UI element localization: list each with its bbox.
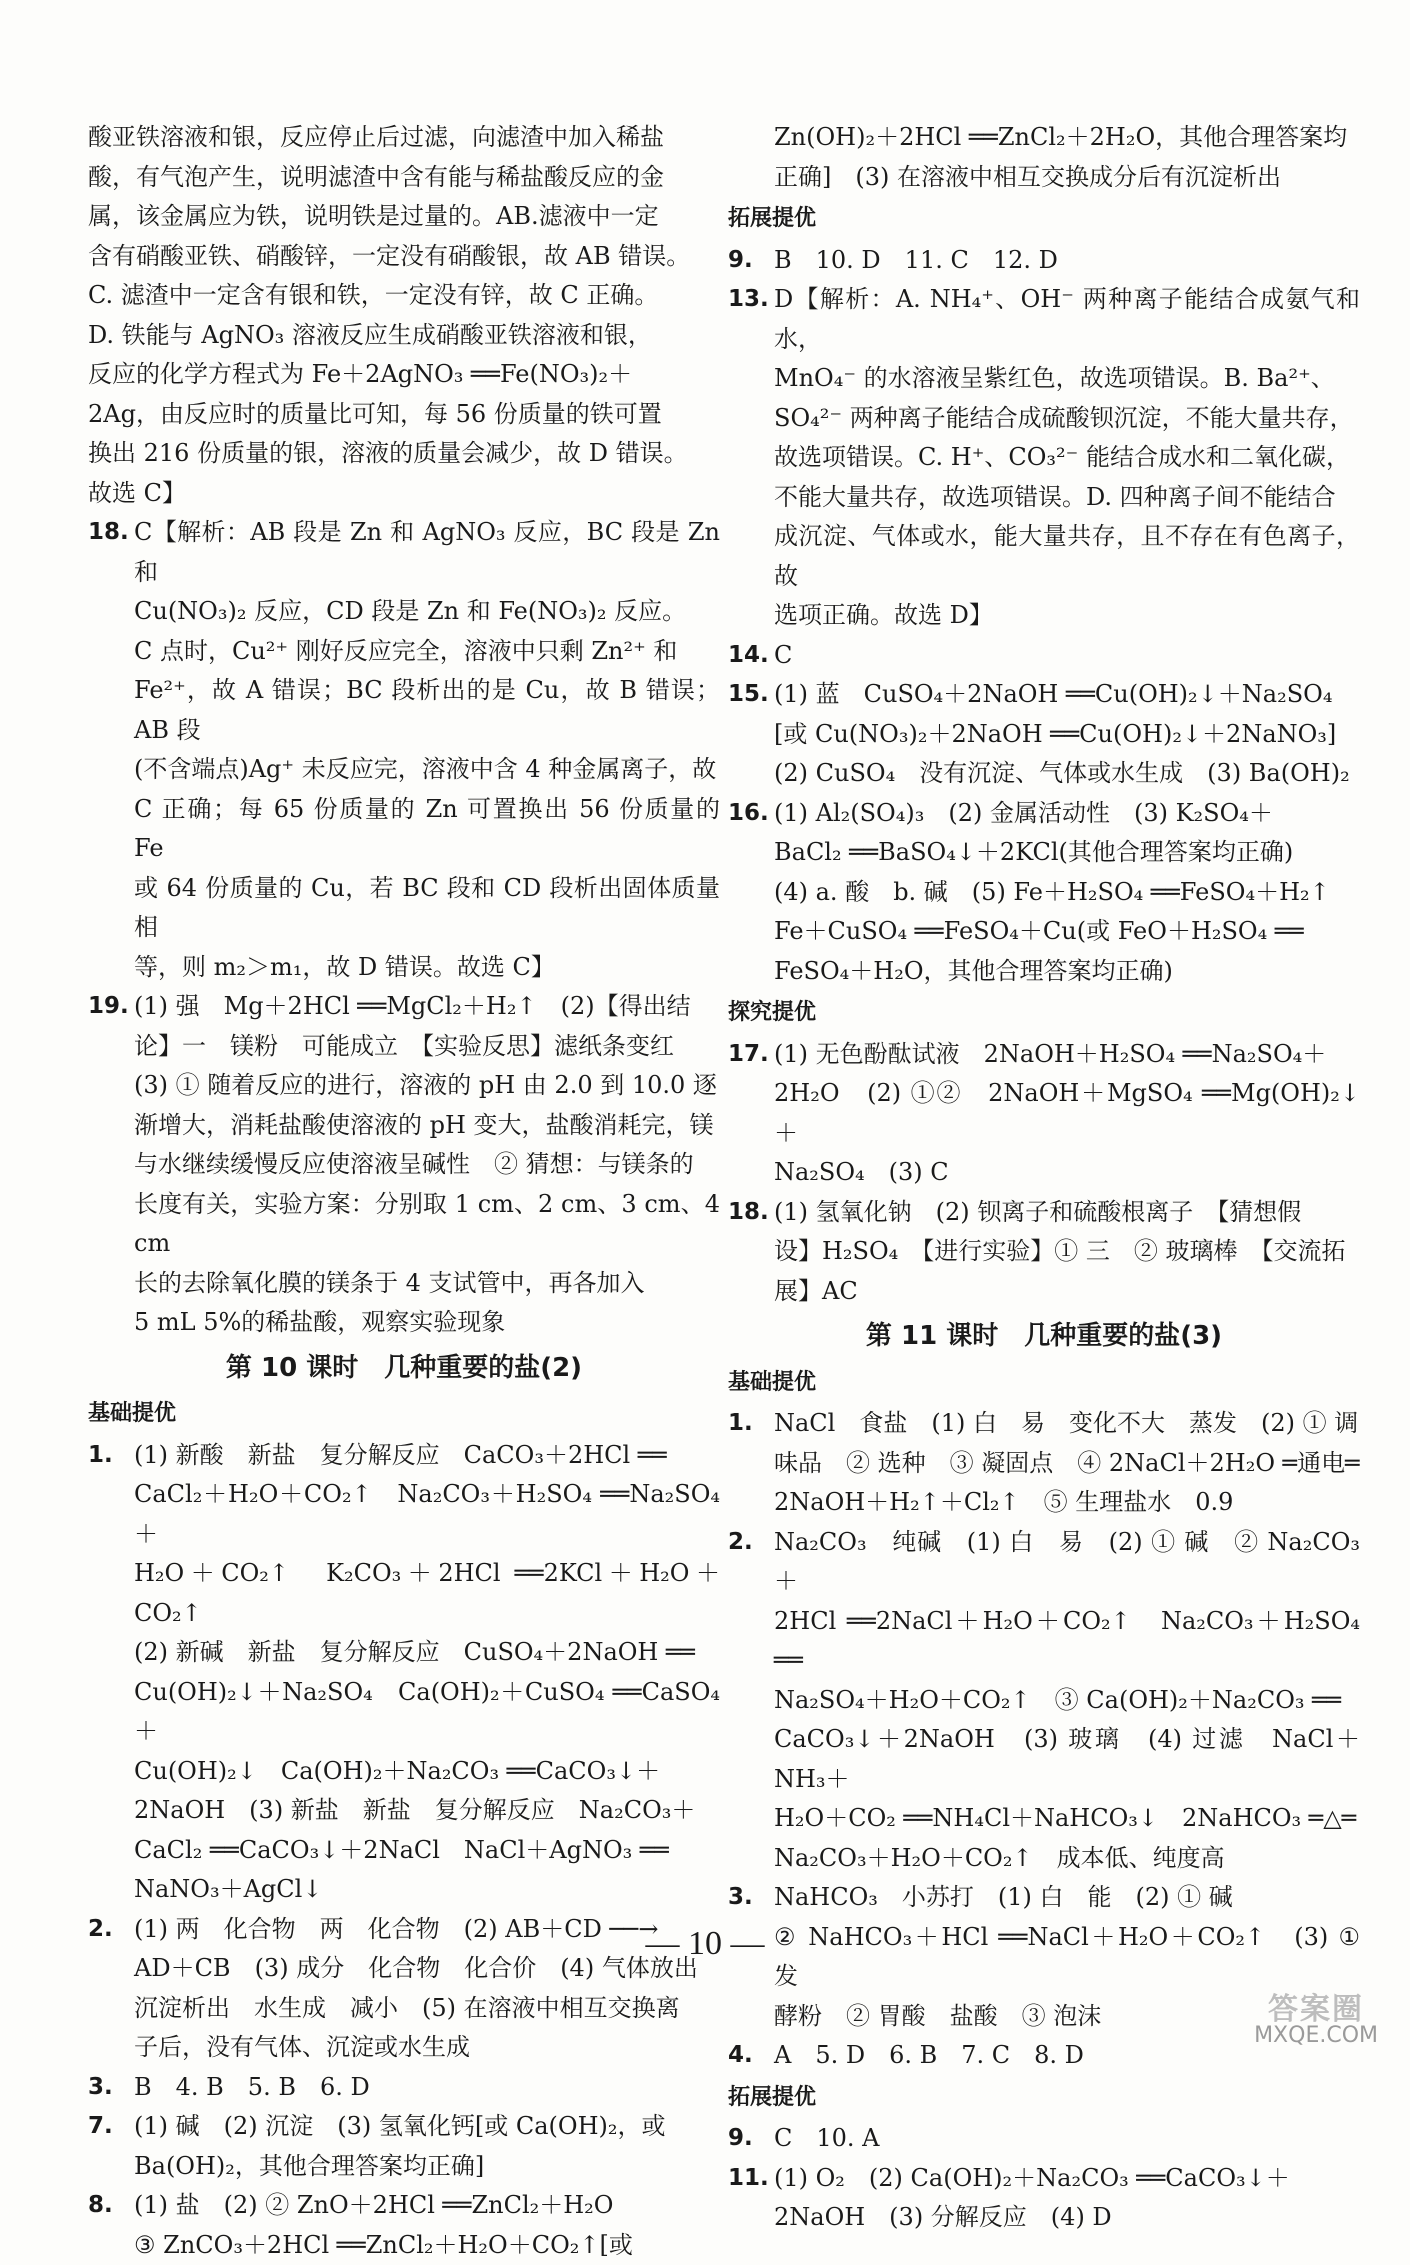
answer-item — [88, 513, 720, 592]
item-text: A 5. D 6. B 7. C 8. D — [774, 2041, 1084, 2069]
answer-item — [88, 987, 720, 1027]
text-line: 渐增大，消耗盐酸使溶液的 pH 变大，盐酸消耗完，镁 — [88, 1106, 720, 1146]
text-line: 等，则 m₂＞m₁，故 D 错误。故选 C】 — [88, 948, 720, 988]
watermark — [1254, 1997, 1378, 2049]
item-text: C — [774, 641, 792, 669]
text-line: Fe＋CuSO₄ ══FeSO₄＋Cu(或 FeO＋H₂SO₄ ══ — [728, 912, 1360, 952]
item-number: 17. — [728, 1035, 769, 1075]
item-number: 3. — [728, 1878, 753, 1918]
text-line: BaCl₂ ══BaSO₄↓＋2KCl(其他合理答案均正确) — [728, 833, 1360, 873]
text-line: 2NaOH (3) 新盐 新盐 复分解反应 Na₂CO₃＋ — [88, 1791, 720, 1831]
item-text: (1) 强 Mg＋2HCl ══MgCl₂＋H₂↑ (2)【得出结 — [134, 992, 691, 1020]
answer-item — [728, 241, 1360, 281]
text-line: FeSO₄＋H₂O，其他合理答案均正确) — [728, 952, 1360, 992]
item-text: NaHCO₃ 小苏打 (1) 白 能 (2) ① 碱 — [774, 1883, 1233, 1911]
answer-item — [728, 1878, 1360, 1918]
item-number: 7. — [88, 2107, 113, 2147]
answer-item — [728, 1404, 1360, 1444]
text-line: ③ ZnCO₃＋2HCl ══ZnCl₂＋H₂O＋CO₂↑[或 — [88, 2226, 720, 2265]
text-line: 不能大量共存，故选项错误。D. 四种离子间不能结合 — [728, 478, 1360, 518]
item-text: B 4. B 5. B 6. D — [134, 2073, 370, 2101]
item-text: (1) 氢氧化钠 (2) 钡离子和硫酸根离子 【猜想假 — [774, 1198, 1301, 1226]
text-line: (2) 新碱 新盐 复分解反应 CuSO₄＋2NaOH ══ — [88, 1633, 720, 1673]
text-line: 酵粉 ② 胃酸 盐酸 ③ 泡沫 — [728, 1997, 1360, 2037]
item-number: 3. — [88, 2068, 113, 2108]
item-text: D【解析：A. NH₄⁺、OH⁻ 两种离子能结合成氨气和水， — [774, 285, 1360, 353]
text-line: MnO₄⁻ 的水溶液呈紫红色，故选项错误。B. Ba²⁺、 — [728, 359, 1360, 399]
section-heading: 基础提优 — [728, 1363, 1360, 1403]
item-number: 8. — [88, 2186, 113, 2226]
text-line: 2NaOH＋H₂↑＋Cl₂↑ ⑤ 生理盐水 0.9 — [728, 1483, 1360, 1523]
text-line: H₂O＋CO₂↑ K₂CO₃＋2HCl ══2KCl＋H₂O＋CO₂↑ — [88, 1554, 720, 1633]
text-line: 反应的化学方程式为 Fe＋2AgNO₃ ══Fe(NO₃)₂＋ — [88, 355, 720, 395]
text-line: 故选 C】 — [88, 474, 720, 514]
text-line: D. 铁能与 AgNO₃ 溶液反应生成硝酸亚铁溶液和银， — [88, 316, 720, 356]
text-line: C. 滤渣中一定含有银和铁，一定没有锌，故 C 正确。 — [88, 276, 720, 316]
item-number: 9. — [728, 2119, 753, 2159]
item-number: 14. — [728, 636, 769, 676]
text-line: Ba(OH)₂，其他合理答案均正确] — [88, 2147, 720, 2187]
item-number: 19. — [88, 987, 129, 1027]
text-line: SO₄²⁻ 两种离子能结合成硫酸钡沉淀，不能大量共存， — [728, 399, 1360, 439]
answer-item — [88, 1436, 720, 1476]
text-line: AD＋CB (3) 成分 化合物 化合价 (4) 气体放出 — [88, 1949, 720, 1989]
item-text: (1) 碱 (2) 沉淀 (3) 氢氧化钙[或 Ca(OH)₂，或 — [134, 2112, 666, 2140]
item-number: 1. — [88, 1436, 113, 1476]
text-line: 换出 216 份质量的银，溶液的质量会减少，故 D 错误。 — [88, 434, 720, 474]
answer-item — [728, 2119, 1360, 2159]
text-line: 2NaOH (3) 分解反应 (4) D — [728, 2198, 1360, 2238]
text-line: 正确] (3) 在溶液中相互交换成分后有沉淀析出 — [728, 158, 1360, 198]
answer-item — [728, 280, 1360, 359]
item-number: 18. — [88, 513, 129, 553]
text-line: [或 Cu(NO₃)₂＋2NaOH ══Cu(OH)₂↓＋2NaNO₃] — [728, 715, 1360, 755]
item-number: 4. — [728, 2036, 753, 2076]
text-line: 酸亚铁溶液和银，反应停止后过滤，向滤渣中加入稀盐 — [88, 118, 720, 158]
text-line: 沉淀析出 水生成 减小 (5) 在溶液中相互交换离 — [88, 1989, 720, 2029]
answer-item — [728, 2159, 1360, 2199]
section-heading: 拓展提优 — [728, 2078, 1360, 2118]
answer-item — [728, 1035, 1360, 1075]
answer-item — [728, 794, 1360, 834]
text-line: Cu(OH)₂↓＋Na₂SO₄ Ca(OH)₂＋CuSO₄ ══CaSO₄＋ — [88, 1673, 720, 1752]
text-line: CaCO₃↓＋2NaOH (3) 玻璃 (4) 过滤 NaCl＋NH₃＋ — [728, 1720, 1360, 1799]
section-heading: 基础提优 — [88, 1394, 720, 1434]
text-line: 故选项错误。C. H⁺、CO₃²⁻ 能结合成水和二氧化碳， — [728, 438, 1360, 478]
text-line: 子后，没有气体、沉淀或水生成 — [88, 2028, 720, 2068]
text-line: 属，该金属应为铁，说明铁是过量的。AB.滤液中一定 — [88, 197, 720, 237]
text-line: (不含端点)Ag⁺ 未反应完，溶液中含 4 种金属离子，故 — [88, 750, 720, 790]
text-line: 长的去除氧化膜的镁条于 4 支试管中，再各加入 — [88, 1264, 720, 1304]
text-line: 选项正确。故选 D】 — [728, 596, 1360, 636]
item-number: 11. — [728, 2159, 769, 2199]
text-line: CaCl₂ ══CaCO₃↓＋2NaCl NaCl＋AgNO₃ ══ — [88, 1831, 720, 1871]
text-line: ② NaHCO₃＋HCl ══NaCl＋H₂O＋CO₂↑ (3) ① 发 — [728, 1918, 1360, 1997]
text-line: 酸，有气泡产生，说明滤渣中含有能与稀盐酸反应的金 — [88, 158, 720, 198]
text-line: 味品 ② 选种 ③ 凝固点 ④ 2NaCl＋2H₂O ═通电═ — [728, 1444, 1360, 1484]
text-line: CaCl₂＋H₂O＋CO₂↑ Na₂CO₃＋H₂SO₄ ══Na₂SO₄＋ — [88, 1475, 720, 1554]
item-number: 1. — [728, 1404, 753, 1444]
text-line: 成沉淀、气体或水，能大量共存，且不存在有色离子，故 — [728, 517, 1360, 596]
section-heading: 拓展提优 — [728, 199, 1360, 239]
text-line: H₂O＋CO₂ ══NH₄Cl＋NaHCO₃↓ 2NaHCO₃ ═△═ — [728, 1799, 1360, 1839]
item-text: (1) 两 化合物 两 化合物 (2) AB＋CD ──→ — [134, 1915, 658, 1943]
text-line: 或 64 份质量的 Cu，若 BC 段和 CD 段析出固体质量相 — [88, 869, 720, 948]
item-number: 2. — [728, 1523, 753, 1563]
text-line: 论】一 镁粉 可能成立 【实验反思】滤纸条变红 — [88, 1027, 720, 1067]
text-line: 与水继续缓慢反应使溶液呈碱性 ② 猜想：与镁条的 — [88, 1145, 720, 1185]
answer-item — [88, 2186, 720, 2226]
text-line: C 点时，Cu²⁺ 刚好反应完全，溶液中只剩 Zn²⁺ 和 — [88, 632, 720, 672]
text-line: Zn(OH)₂＋2HCl ══ZnCl₂＋2H₂O，其他合理答案均 — [728, 118, 1360, 158]
watermark-url: MXQE.COM — [1254, 2023, 1378, 2049]
text-line: Na₂CO₃＋H₂O＋CO₂↑ 成本低、纯度高 — [728, 1839, 1360, 1879]
text-line: (4) a. 酸 b. 碱 (5) Fe＋H₂SO₄ ══FeSO₄＋H₂↑ — [728, 873, 1360, 913]
text-line: NaNO₃＋AgCl↓ — [88, 1870, 720, 1910]
answer-item — [728, 675, 1360, 715]
text-line: 2HCl ══2NaCl＋H₂O＋CO₂↑ Na₂CO₃＋H₂SO₄ ══ — [728, 1602, 1360, 1681]
answer-item — [88, 2068, 720, 2108]
text-line: 2H₂O (2) ①② 2NaOH＋MgSO₄ ══Mg(OH)₂↓＋ — [728, 1074, 1360, 1153]
item-text: (1) 蓝 CuSO₄＋2NaOH ══Cu(OH)₂↓＋Na₂SO₄ — [774, 680, 1332, 708]
text-line: 含有硝酸亚铁、硝酸锌，一定没有硝酸银，故 AB 错误。 — [88, 237, 720, 277]
text-line: C 正确；每 65 份质量的 Zn 可置换出 56 份质量的 Fe — [88, 790, 720, 869]
page-number: — 10 — — [620, 1925, 790, 1963]
answer-item — [728, 636, 1360, 676]
item-text: (1) 新酸 新盐 复分解反应 CaCO₃＋2HCl ══ — [134, 1441, 667, 1469]
item-text: NaCl 食盐 (1) 白 易 变化不大 蒸发 (2) ① 调 — [774, 1409, 1358, 1437]
item-text: Na₂CO₃ 纯碱 (1) 白 易 (2) ① 碱 ② Na₂CO₃＋ — [774, 1528, 1360, 1596]
section-heading: 探究提优 — [728, 993, 1360, 1033]
watermark-logo: 答案圈 — [1254, 1997, 1378, 2023]
item-text: C 10. A — [774, 2124, 880, 2152]
item-text: C【解析：AB 段是 Zn 和 AgNO₃ 反应，BC 段是 Zn 和 — [134, 518, 720, 586]
item-text: B 10. D 11. C 12. D — [774, 246, 1058, 274]
text-line: (3) ① 随着反应的进行，溶液的 pH 由 2.0 到 10.0 逐 — [88, 1066, 720, 1106]
lesson-title: 第 11 课时 几种重要的盐(3) — [728, 1317, 1360, 1357]
text-line: 设】H₂SO₄ 【进行实验】① 三 ② 玻璃棒 【交流拓 — [728, 1232, 1360, 1272]
text-line: Na₂SO₄＋H₂O＋CO₂↑ ③ Ca(OH)₂＋Na₂CO₃ ══ — [728, 1681, 1360, 1721]
item-text: (1) 无色酚酞试液 2NaOH＋H₂SO₄ ══Na₂SO₄＋ — [774, 1040, 1326, 1068]
answer-item — [728, 1523, 1360, 1602]
item-number: 2. — [88, 1910, 113, 1950]
right-column — [728, 118, 1360, 2238]
item-text: (1) 盐 (2) ② ZnO＋2HCl ══ZnCl₂＋H₂O — [134, 2191, 613, 2219]
text-line: (2) CuSO₄ 没有沉淀、气体或水生成 (3) Ba(OH)₂ — [728, 754, 1360, 794]
item-number: 18. — [728, 1193, 769, 1233]
answer-item — [88, 2107, 720, 2147]
item-number: 9. — [728, 241, 753, 281]
item-number: 15. — [728, 675, 769, 715]
answer-item — [728, 1193, 1360, 1233]
item-text: (1) O₂ (2) Ca(OH)₂＋Na₂CO₃ ══CaCO₃↓＋ — [774, 2164, 1290, 2192]
item-number: 16. — [728, 794, 769, 834]
lesson-title: 第 10 课时 几种重要的盐(2) — [88, 1349, 720, 1389]
text-line: Cu(NO₃)₂ 反应，CD 段是 Zn 和 Fe(NO₃)₂ 反应。 — [88, 592, 720, 632]
item-number: 13. — [728, 280, 769, 320]
item-text: (1) Al₂(SO₄)₃ (2) 金属活动性 (3) K₂SO₄＋ — [774, 799, 1273, 827]
text-line: Na₂SO₄ (3) C — [728, 1153, 1360, 1193]
text-line: Fe²⁺，故 A 错误；BC 段析出的是 Cu，故 B 错误；AB 段 — [88, 671, 720, 750]
text-line: 长度有关，实验方案：分别取 1 cm、2 cm、3 cm、4 cm — [88, 1185, 720, 1264]
text-line: Cu(OH)₂↓ Ca(OH)₂＋Na₂CO₃ ══CaCO₃↓＋ — [88, 1752, 720, 1792]
text-line: 2Ag，由反应时的质量比可知，每 56 份质量的铁可置 — [88, 395, 720, 435]
text-line: 5 mL 5%的稀盐酸，观察实验现象 — [88, 1303, 720, 1343]
text-line: 展】AC — [728, 1272, 1360, 1312]
